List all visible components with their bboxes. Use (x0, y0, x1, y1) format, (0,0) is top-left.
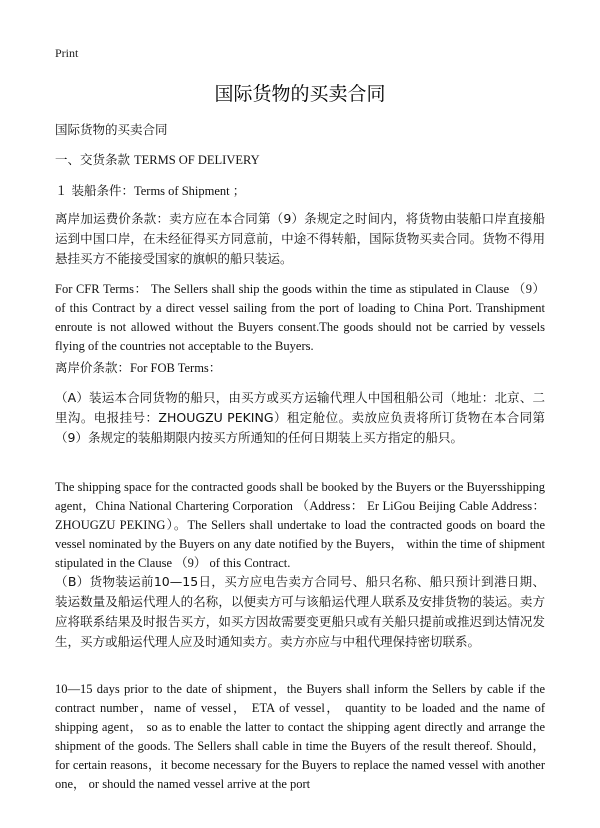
cfr-terms-english: For CFR Terms： The Sellers shall ship the goods within the time as stipulated in Clause （9） of this Contract by a direct vessel sailing from the port of loading to China Port. Transhipment enroute is not allowed without the Buyers consent.The goods should not be carried by vessels flying of the countries not acceptable to the Buyers. (55, 282, 545, 353)
document-title: 国际货物的买卖合同 (214, 83, 386, 105)
cfr-terms-chinese: 离岸加运费价条款：卖方应在本合同第（9）条规定之时间内，将货物由装船口岸直接船运到中国口岸，在未经征得买方同意前，中途不得转船，国际货物买卖合同。货物不得用悬挂买方不能接受国家的旗帜的船只装运。 (55, 211, 545, 266)
fob-terms-heading (55, 358, 545, 378)
fob-heading-en: For FOB Terms： (130, 361, 222, 375)
section-heading-cn: 一、交货条款 (55, 152, 134, 167)
clause-shipment-en: Terms of Shipment ； (133, 184, 246, 198)
clause-shipment-cn: １ 装船条件： (55, 183, 134, 198)
fob-clause-a-chinese: （A）装运本合同货物的船只，由买方或买方运输代理人中国租船公司（地址：北京、二里沟。电报挂号：ZHOUGZU PEKING）租定舱位。卖放应负责将所订货物在本合同第（9）条规定的装船期限内按买方所通知的任何日期装上买方指定的船只。 (55, 390, 545, 445)
fob-clause-a-english: The shipping space for the contracted goods shall be booked by the Buyers or the Buyersshipping agent，China National Chartering Corporation （Address： Er LiGou Beijing Cable Address：ZHOUGZU PEKING）。The Sellers shall undertake to load the contracted goods on board the vessel nominated by the Buyers on any date notified by the Buyers， within the time of shipment stipulated in the Clause （9） of this Contract. (55, 480, 545, 570)
print-link[interactable]: Print (55, 46, 79, 60)
section-heading-en: TERMS OF DELIVERY (133, 153, 260, 167)
fob-heading-cn: 离岸价条款： (55, 360, 131, 375)
section-heading-delivery (55, 150, 545, 170)
clause-shipment-terms (55, 181, 545, 201)
fob-clause-b-chinese: （B）货物装运前10—15日，买方应电告卖方合同号、船只名称、船只预计到港日期、装运数量及船运代理人的名称，以便卖方可与该船运代理人联系及安排货物的装运。卖方应将联系结果及时报告买方，如买方因故需要变更船只或有关船只提前或推迟到达情况发生，买方或船运代理人应及时通知卖方。卖方亦应与中租代理保持密切联系。 (55, 574, 545, 649)
document-subtitle: 国际货物的买卖合同 (55, 122, 168, 137)
fob-clause-b-english: 10—15 days prior to the date of shipment，the Buyers shall inform the Sellers by cable if the contract number，name of vessel， ETA of vessel， quantity to be loaded and the name of shipping agent， so as to enable the latter to contact the shipping agent directly and arrange the shipment of the goods. The Sellers shall cable in time the Buyers of the result thereof. Should，for certain reasons，it become necessary for the Buyers to replace the named vessel with another one， or should the named vessel arrive at the port (55, 682, 545, 791)
